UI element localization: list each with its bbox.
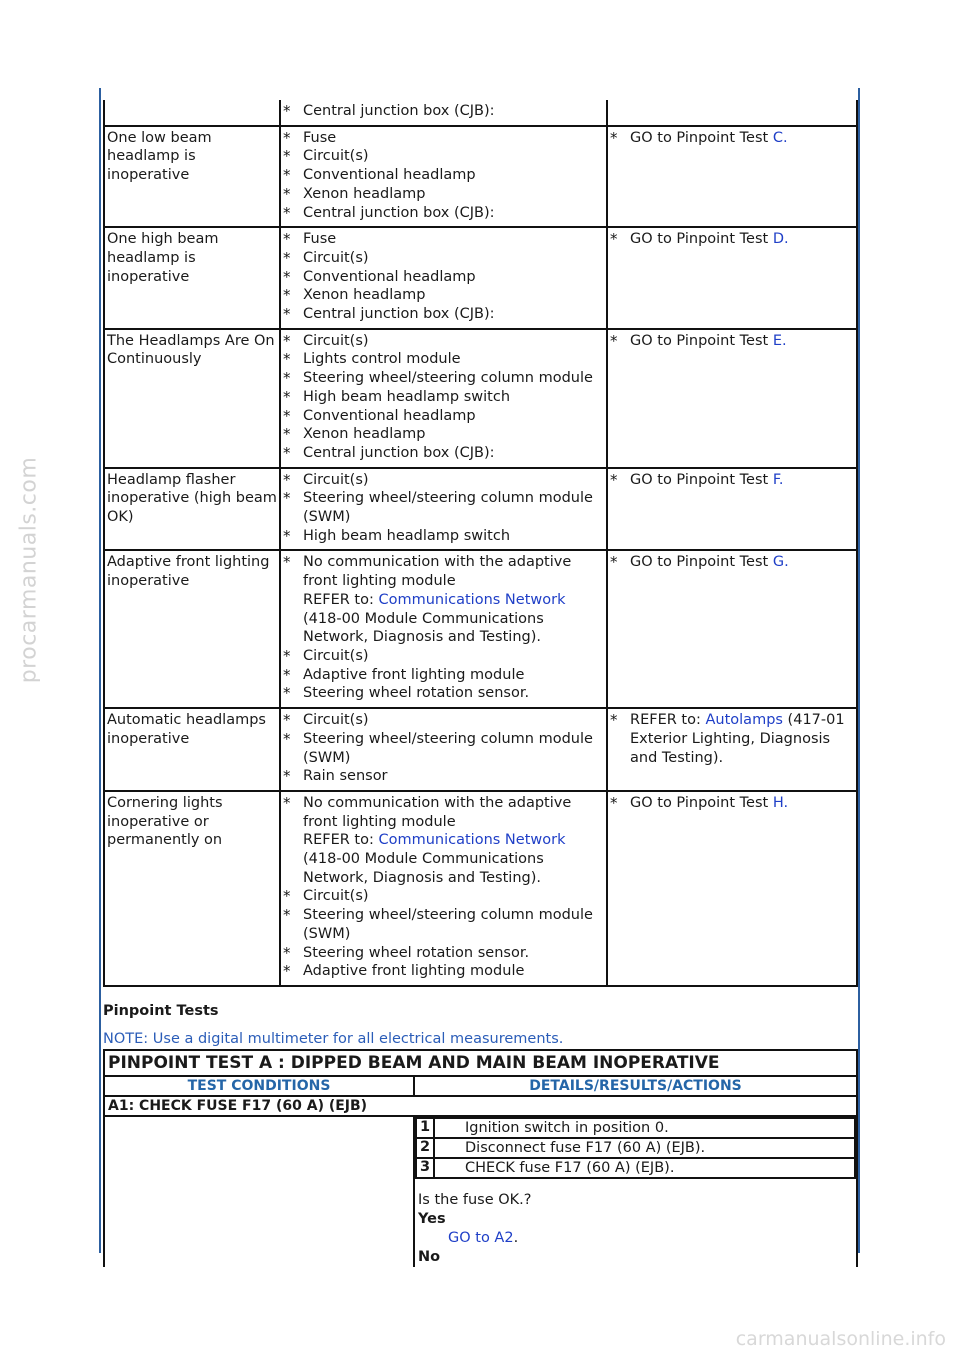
- action-cell: [607, 550, 857, 708]
- cause-text: Fuse: [303, 129, 337, 146]
- cause-text: Circuit(s): [303, 148, 369, 165]
- action-text: GO to Pinpoint Test: [630, 554, 773, 571]
- cause-list: [283, 230, 604, 324]
- cause-text: High beam headlamp switch: [303, 527, 511, 544]
- cause-text: Xenon headlamp: [303, 426, 426, 443]
- symptom-row: [104, 100, 857, 126]
- symptom-cell: [104, 329, 280, 468]
- cause-item: [283, 129, 604, 148]
- cause-text: Central junction box (CJB):: [303, 204, 495, 221]
- bottom-watermark: carmanualsonline.info: [735, 1328, 946, 1350]
- cause-item: [283, 444, 604, 463]
- symptom-text: Automatic headlamps inoperative: [107, 712, 266, 747]
- cause-text: Conventional headlamp: [303, 167, 476, 184]
- communications-network-link[interactable]: Communications Network: [378, 832, 566, 849]
- column-test-conditions: TEST CONDITIONS: [104, 1076, 414, 1096]
- cause-item: [283, 684, 604, 703]
- cause-item: [283, 230, 604, 249]
- symptom-text: One high beam headlamp is inoperative: [107, 231, 219, 285]
- possible-causes-cell: [280, 791, 607, 986]
- cause-item: [283, 166, 604, 185]
- cause-item: [283, 711, 604, 730]
- refer-label: REFER to:: [303, 832, 379, 849]
- cause-text: Central junction box (CJB):: [303, 444, 495, 461]
- step-row: [416, 1158, 855, 1178]
- action-item: [610, 332, 854, 351]
- cause-text: Steering wheel rotation sensor.: [303, 944, 530, 961]
- cause-item: [283, 286, 604, 305]
- possible-causes-cell: [280, 468, 607, 551]
- cause-text: Adaptive front lighting module: [303, 666, 525, 683]
- action-text: GO to Pinpoint Test: [630, 471, 773, 488]
- action-item: [610, 711, 854, 767]
- action-list: [610, 711, 854, 767]
- refer-detail: (418-00 Module Communications Network, Diagnosis and Testing).: [303, 851, 544, 886]
- cause-text: Circuit(s): [303, 647, 369, 664]
- cause-text: Adaptive front lighting module: [303, 963, 525, 980]
- cause-item: [283, 730, 604, 767]
- action-cell: [607, 708, 857, 791]
- possible-causes-cell: [280, 126, 607, 228]
- pinpoint-test-title: PINPOINT TEST A : DIPPED BEAM AND MAIN BEAM INOPERATIVE: [104, 1050, 857, 1076]
- cause-item: [283, 906, 604, 943]
- symptom-row: [104, 468, 857, 551]
- cause-text: Circuit(s): [303, 249, 369, 266]
- go-to-a2-link[interactable]: GO to A2: [448, 1229, 514, 1246]
- action-list: [610, 794, 854, 813]
- document-content: [103, 100, 856, 1267]
- cause-item: [283, 407, 604, 426]
- action-list: [610, 332, 854, 351]
- cause-text: Xenon headlamp: [303, 287, 426, 304]
- cause-text: Circuit(s): [303, 332, 369, 349]
- cause-text: Conventional headlamp: [303, 407, 476, 424]
- possible-causes-cell: [280, 227, 607, 329]
- symptom-row: [104, 791, 857, 986]
- details-cell: [414, 1116, 857, 1267]
- action-text: GO to Pinpoint Test: [630, 332, 773, 349]
- cause-item: [283, 425, 604, 444]
- symptom-row: [104, 227, 857, 329]
- step-text: Ignition switch in position 0.: [434, 1118, 855, 1138]
- symptom-row: [104, 550, 857, 708]
- pinpoint-test-link[interactable]: F.: [772, 471, 784, 488]
- step-number: 3: [416, 1158, 434, 1178]
- cause-item: [283, 647, 604, 666]
- cause-text: Steering wheel/steering column module (SWM): [303, 730, 593, 766]
- action-list: [610, 553, 854, 572]
- cause-text: Steering wheel/steering column module (SWM): [303, 490, 593, 526]
- cause-text: Central junction box (CJB):: [303, 306, 495, 323]
- symptom-cell: [104, 550, 280, 708]
- cause-text: Xenon headlamp: [303, 185, 426, 202]
- cause-item: [283, 249, 604, 268]
- cause-list: [283, 711, 604, 786]
- yes-answer: GO to A2.: [448, 1229, 519, 1246]
- pinpoint-test-link[interactable]: Autolamps: [705, 712, 783, 729]
- cause-item: [283, 305, 604, 324]
- page-border-left: [99, 88, 101, 1253]
- cause-item: [283, 489, 604, 526]
- cause-item: [283, 388, 604, 407]
- possible-causes-cell: [280, 550, 607, 708]
- question-text: Is the fuse OK.?: [418, 1191, 532, 1208]
- cause-list: [283, 129, 604, 223]
- cause-item: [283, 666, 604, 685]
- symptom-text: Adaptive front lighting inoperative: [107, 554, 270, 590]
- action-list: [610, 471, 854, 490]
- action-text: GO to Pinpoint Test: [630, 129, 773, 146]
- cause-item: [283, 350, 604, 369]
- pinpoint-test-link[interactable]: G.: [772, 554, 789, 571]
- symptom-cell: [104, 100, 280, 126]
- possible-causes-cell: [280, 708, 607, 791]
- page-border-right: [858, 88, 860, 1253]
- symptom-cell: [104, 126, 280, 228]
- cause-text: High beam headlamp switch: [303, 388, 511, 405]
- symptom-text: Cornering lights inoperative or permanently on: [107, 794, 223, 849]
- pinpoint-test-link[interactable]: E.: [772, 332, 787, 349]
- cause-text: No communication with the adaptive front lighting module: [303, 554, 572, 590]
- action-list: [610, 230, 854, 249]
- action-text-post: (417-01 Exterior Lighting, Diagnosis and Testing).: [630, 712, 845, 766]
- cause-list: [283, 102, 604, 121]
- cause-text: Steering wheel/steering column module: [303, 370, 593, 387]
- cause-text: Conventional headlamp: [303, 268, 476, 285]
- cause-item: [283, 767, 604, 786]
- step-list: [415, 1117, 856, 1179]
- step-number: 1: [416, 1118, 434, 1138]
- cause-list: [283, 794, 604, 981]
- step-a1-title: A1: CHECK FUSE F17 (60 A) (EJB): [104, 1096, 857, 1116]
- step-row: [416, 1118, 855, 1138]
- step-row: [416, 1138, 855, 1158]
- symptom-cell: [104, 708, 280, 791]
- measurement-note: NOTE: Use a digital multimeter for all electrical measurements.: [103, 1030, 564, 1047]
- action-cell: [607, 227, 857, 329]
- pinpoint-test-link[interactable]: H.: [772, 794, 789, 811]
- communications-network-link[interactable]: Communications Network: [378, 591, 566, 608]
- action-cell: [607, 126, 857, 228]
- action-list: [610, 129, 854, 148]
- action-item: [610, 471, 854, 490]
- pinpoint-test-link[interactable]: D.: [772, 231, 789, 248]
- action-item: [610, 129, 854, 148]
- cause-item: [283, 369, 604, 388]
- cause-list: [283, 332, 604, 463]
- symptom-cell: [104, 227, 280, 329]
- cause-text: Rain sensor: [303, 768, 388, 785]
- cause-text: Circuit(s): [303, 471, 369, 488]
- test-conditions-cell: [104, 1116, 414, 1267]
- action-cell: [607, 791, 857, 986]
- action-text: GO to Pinpoint Test: [630, 231, 773, 248]
- cause-text: Circuit(s): [303, 712, 369, 729]
- cause-item: [283, 527, 604, 546]
- action-item: [610, 230, 854, 249]
- cause-item: [283, 185, 604, 204]
- action-item: [610, 794, 854, 813]
- symptom-text: Headlamp flasher inoperative (high beam OK): [107, 471, 277, 526]
- cause-item: [283, 962, 604, 981]
- refer-label: REFER to:: [303, 591, 379, 608]
- cause-list: [283, 553, 604, 703]
- symptom-text: One low beam headlamp is inoperative: [107, 129, 212, 184]
- cause-item: [283, 794, 604, 888]
- refer-detail: (418-00 Module Communications Network, Diagnosis and Testing).: [303, 610, 544, 646]
- cause-item: [283, 102, 604, 121]
- cause-item: [283, 887, 604, 906]
- pinpoint-tests-heading: Pinpoint Tests: [103, 1002, 219, 1019]
- cause-item: [283, 268, 604, 287]
- cause-text: Fuse: [303, 231, 337, 248]
- symptom-row: [104, 329, 857, 468]
- symptom-cell: [104, 791, 280, 986]
- action-item: [610, 553, 854, 572]
- step-text: CHECK fuse F17 (60 A) (EJB).: [434, 1158, 855, 1178]
- no-label: No: [418, 1248, 441, 1265]
- column-details-results: DETAILS/RESULTS/ACTIONS: [414, 1076, 857, 1096]
- step-text: Disconnect fuse F17 (60 A) (EJB).: [434, 1138, 855, 1158]
- cause-text: Lights control module: [303, 351, 461, 368]
- symptom-row: [104, 126, 857, 228]
- cause-text: Steering wheel/steering column module (SWM): [303, 907, 593, 942]
- action-cell: [607, 100, 857, 126]
- pinpoint-test-table: [103, 1049, 858, 1267]
- cause-item: [283, 204, 604, 223]
- action-text: GO to Pinpoint Test: [630, 794, 773, 811]
- cause-text: Circuit(s): [303, 888, 369, 905]
- possible-causes-cell: [280, 100, 607, 126]
- cause-item: [283, 332, 604, 351]
- cause-item: [283, 147, 604, 166]
- symptom-text: The Headlamps Are On Continuously: [107, 332, 275, 368]
- action-cell: [607, 329, 857, 468]
- side-watermark: procarmanuals.com: [16, 456, 42, 684]
- action-text: REFER to:: [630, 712, 706, 729]
- step-number: 2: [416, 1138, 434, 1158]
- symptom-row: [104, 708, 857, 791]
- cause-item: [283, 471, 604, 490]
- cause-item: [283, 944, 604, 963]
- cause-text: Steering wheel rotation sensor.: [303, 685, 530, 702]
- action-cell: [607, 468, 857, 551]
- cause-item: [283, 553, 604, 647]
- symptom-cell: [104, 468, 280, 551]
- possible-causes-cell: [280, 329, 607, 468]
- pinpoint-test-link[interactable]: C.: [772, 129, 788, 146]
- symptom-chart: [103, 100, 858, 987]
- yes-label: Yes: [418, 1210, 446, 1227]
- cause-text: Central junction box (CJB):: [303, 103, 495, 119]
- cause-list: [283, 471, 604, 546]
- cause-text: No communication with the adaptive front lighting module: [303, 794, 572, 830]
